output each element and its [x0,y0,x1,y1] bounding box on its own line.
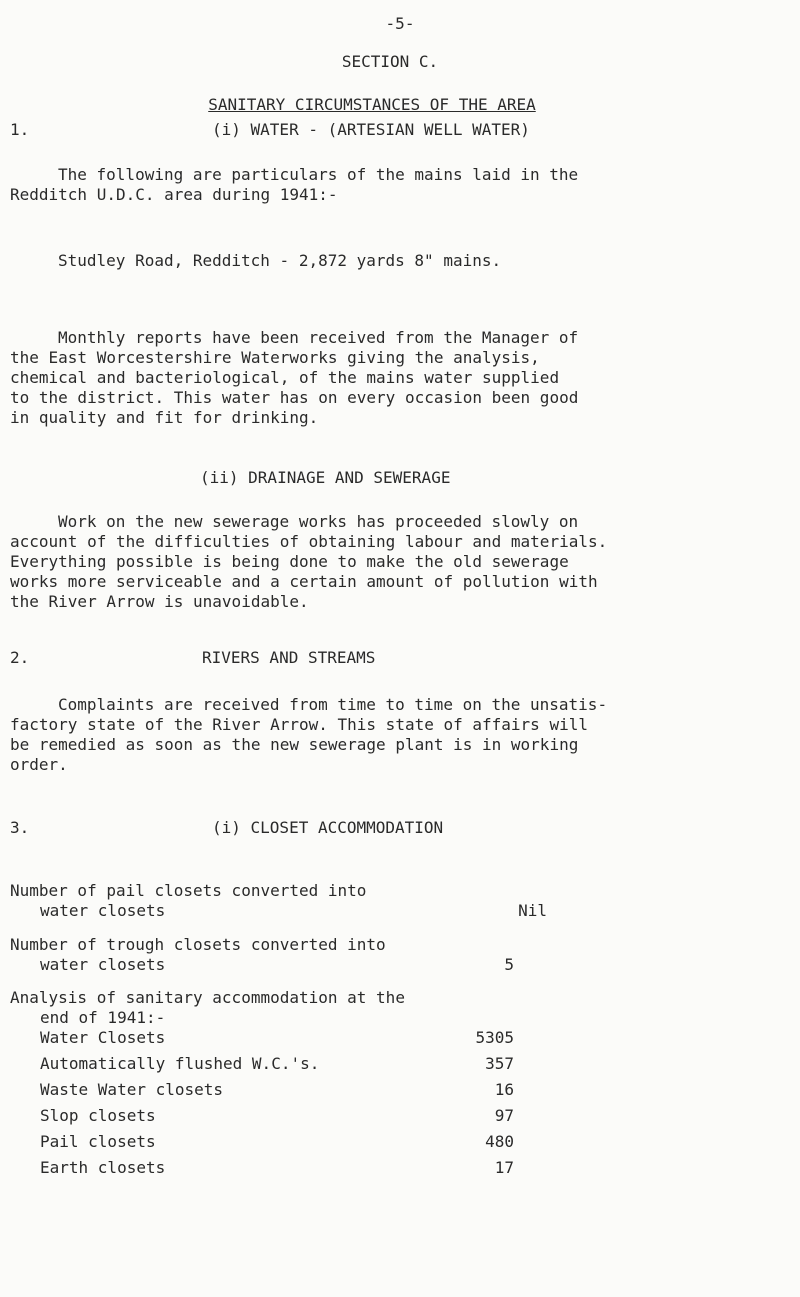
analysis-line-1: Analysis of sanitary accommodation at the [10,988,405,1007]
waterworks-para-line-3: chemical and bacteriological, of the mains water supplied [10,368,560,387]
pail-converted-value: Nil [518,901,547,920]
item-label: Earth closets [40,1158,166,1177]
item-label: Slop closets [40,1106,156,1125]
waterworks-para-line-4: to the district. This water has on every occasion been good [10,388,579,407]
item-value: 17 [494,1158,514,1177]
mains-para-line-1: The following are particulars of the mains laid in the [58,165,579,184]
analysis-line-2: end of 1941:- [40,1008,166,1027]
trough-converted-value: 5 [504,955,514,974]
rivers-para-line-1: Complaints are received from time to time on the unsatis- [58,695,608,714]
waterworks-para-line-2: the East Worcestershire Waterworks giving the analysis, [10,348,540,367]
sewerage-para-line-1: Work on the new sewerage works has proceeded slowly on [58,512,579,531]
trough-converted-line-2: water closets [40,955,166,974]
sewerage-para-line-3: Everything possible is being done to make the old sewerage [10,552,569,571]
drainage-heading: (ii) DRAINAGE AND SEWERAGE [200,468,451,487]
sewerage-para-line-2: account of the difficulties of obtaining labour and materials. [10,532,608,551]
waterworks-para-line-5: in quality and fit for drinking. [10,408,319,427]
section-2-number: 2. [10,648,30,667]
rivers-para-line-4: order. [10,755,68,774]
rivers-para-line-3: be remedied as soon as the new sewerage plant is in working [10,735,579,754]
waterworks-para-line-1: Monthly reports have been received from the Manager of [58,328,579,347]
pail-converted-line-2: water closets [40,901,166,920]
item-value: 97 [494,1106,514,1125]
mains-detail: Studley Road, Redditch - 2,872 yards 8" mains. [58,251,502,270]
section-subtitle: SANITARY CIRCUMSTANCES OF THE AREA [208,95,536,114]
item-value: 480 [485,1132,514,1151]
sewerage-para-line-4: works more serviceable and a certain amount of pollution with [10,572,598,591]
section-3-number: 3. [10,818,30,837]
item-label: Waste Water closets [40,1080,224,1099]
closet-heading: (i) CLOSET ACCOMMODATION [212,818,444,837]
rivers-para-line-2: factory state of the River Arrow. This state of affairs will [10,715,588,734]
section-1-number: 1. [10,120,30,139]
pail-converted-line-1: Number of pail closets converted into [10,881,367,900]
item-value: 357 [485,1054,514,1073]
item-value: 16 [494,1080,514,1099]
rivers-heading: RIVERS AND STREAMS [202,648,376,667]
item-value: 5305 [475,1028,514,1047]
mains-para-line-2: Redditch U.D.C. area during 1941:- [10,185,338,204]
item-label: Pail closets [40,1132,156,1151]
sewerage-para-line-5: the River Arrow is unavoidable. [10,592,309,611]
page-number: -5- [385,14,415,33]
section-title: SECTION C. [341,52,439,71]
item-label: Water Closets [40,1028,166,1047]
trough-converted-line-1: Number of trough closets converted into [10,935,386,954]
item-label: Automatically flushed W.C.'s. [40,1054,320,1073]
water-heading: (i) WATER - (ARTESIAN WELL WATER) [212,120,530,139]
